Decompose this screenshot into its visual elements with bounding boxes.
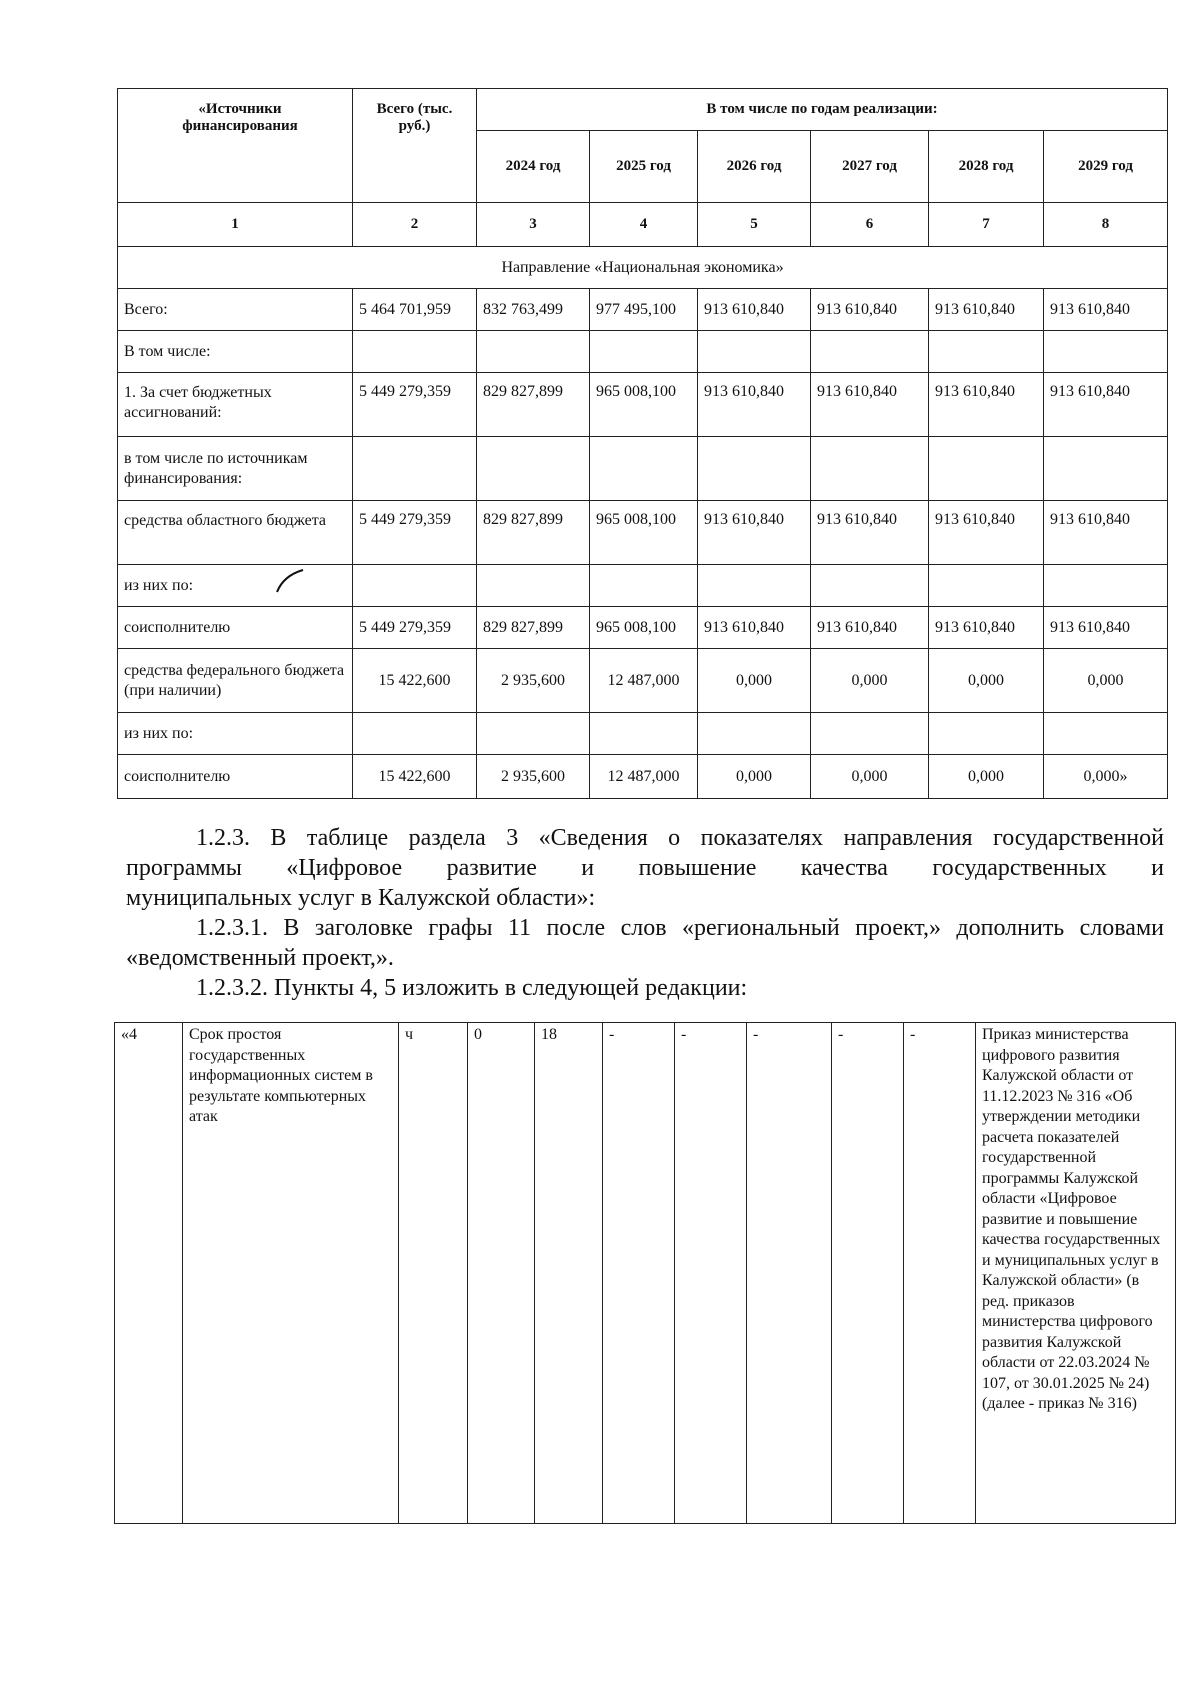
- header-year-2027: 2027 год: [811, 131, 929, 203]
- row-value: [811, 437, 929, 501]
- indicator-dash: -: [904, 1023, 976, 1524]
- row-value: [477, 713, 590, 755]
- paragraph-2-line-2: «ведомственный проект,».: [126, 945, 394, 971]
- row-value: [929, 565, 1044, 607]
- row-value: 829 827,899: [477, 501, 590, 565]
- row-label: В том числе:: [118, 331, 353, 373]
- row-label: соисполнителю: [118, 607, 353, 649]
- row-value: 913 610,840: [1044, 373, 1168, 437]
- row-value: 965 008,100: [590, 501, 698, 565]
- row-value: 913 610,840: [698, 289, 811, 331]
- col-number: 3: [477, 203, 590, 247]
- row-value: [929, 437, 1044, 501]
- indicator-dash: -: [747, 1023, 832, 1524]
- indicator-dash: -: [603, 1023, 675, 1524]
- row-value: [698, 437, 811, 501]
- row-label: в том числе по источникам финансирования:: [118, 437, 353, 501]
- row-total: [353, 565, 477, 607]
- row-total: [353, 713, 477, 755]
- row-value: [1044, 331, 1168, 373]
- row-value: 913 610,840: [929, 373, 1044, 437]
- row-value: 0,000: [811, 649, 929, 713]
- row-label: средства федерального бюджета (при наличии): [118, 649, 353, 713]
- paragraph-1-line-1: 1.2.3. В таблице раздела 3 «Сведения о показателях направления государственной: [196, 825, 1164, 851]
- row-value: 913 610,840: [811, 373, 929, 437]
- row-value: [698, 565, 811, 607]
- table-row: [118, 289, 1168, 331]
- row-value: 913 610,840: [929, 501, 1044, 565]
- row-value: [929, 331, 1044, 373]
- row-total: [353, 331, 477, 373]
- row-value: [811, 713, 929, 755]
- row-value: 0,000: [698, 649, 811, 713]
- row-value: 913 610,840: [698, 501, 811, 565]
- indicator-unit: ч: [399, 1023, 468, 1524]
- row-value: [477, 331, 590, 373]
- row-value: 913 610,840: [811, 607, 929, 649]
- header-year-2026: 2026 год: [698, 131, 811, 203]
- row-total: 15 422,600: [353, 649, 477, 713]
- table-row: [118, 331, 1168, 373]
- table-row: [118, 755, 1168, 799]
- indicator-dash: -: [675, 1023, 747, 1524]
- row-value: [698, 713, 811, 755]
- col-number: 8: [1044, 203, 1168, 247]
- row-total: 5 449 279,359: [353, 373, 477, 437]
- indicators-table: [114, 1022, 1176, 1524]
- row-total: [353, 437, 477, 501]
- col-number: 1: [118, 203, 353, 247]
- row-value: 965 008,100: [590, 373, 698, 437]
- row-value: 0,000: [1044, 649, 1168, 713]
- row-value: 829 827,899: [477, 373, 590, 437]
- row-value: 2 935,600: [477, 755, 590, 799]
- row-value: [1044, 713, 1168, 755]
- row-value: [477, 437, 590, 501]
- row-value: 913 610,840: [929, 607, 1044, 649]
- row-value: [590, 713, 698, 755]
- row-value: 2 935,600: [477, 649, 590, 713]
- row-value: 913 610,840: [1044, 289, 1168, 331]
- row-value: [929, 713, 1044, 755]
- row-value: 0,000: [698, 755, 811, 799]
- row-value: [1044, 565, 1168, 607]
- row-value: [590, 331, 698, 373]
- paragraph-1-line-3: муниципальных услуг в Калужской области»:: [126, 885, 596, 911]
- row-value: [590, 437, 698, 501]
- indicator-document: Приказ министерства цифрового развития Калужской области от 11.12.2023 № 316 «Об утверждении методики расчета показателей государственной программы Калужской области «Цифровое развитие и повышение качества государственных и муниципальных услуг в Калужской области» (в ред. приказов министерства цифрового развития Калужской области от 22.03.2024 № 107, от 30.01.2025 № 24) (далее - приказ № 316): [976, 1023, 1176, 1524]
- row-value: [811, 331, 929, 373]
- row-total: 5 449 279,359: [353, 501, 477, 565]
- row-value: 12 487,000: [590, 755, 698, 799]
- row-label: соисполнителю: [118, 755, 353, 799]
- row-value: 913 610,840: [811, 289, 929, 331]
- paragraph-2-line-1: 1.2.3.1. В заголовке графы 11 после слов «региональный проект,» дополнить словами: [196, 915, 1164, 941]
- row-value: 965 008,100: [590, 607, 698, 649]
- row-total: 5 464 701,959: [353, 289, 477, 331]
- row-value: 913 610,840: [811, 501, 929, 565]
- row-label: средства областного бюджета: [118, 501, 353, 565]
- row-value: [477, 565, 590, 607]
- row-value: 829 827,899: [477, 607, 590, 649]
- indicator-base-value: 0: [468, 1023, 535, 1524]
- col-number: 4: [590, 203, 698, 247]
- indicator-value: 18: [535, 1023, 603, 1524]
- row-value: 913 610,840: [1044, 607, 1168, 649]
- section-title: Направление «Национальная экономика»: [118, 247, 1168, 289]
- row-value: [590, 565, 698, 607]
- handwritten-tick-icon: [275, 568, 305, 594]
- row-label: из них по:: [118, 713, 353, 755]
- indicator-row: [115, 1023, 1176, 1524]
- indicator-name: Срок простоя государственных информационных систем в результате компьютерных атак: [183, 1023, 399, 1524]
- row-value: 913 610,840: [698, 373, 811, 437]
- table-row: [118, 713, 1168, 755]
- row-label: Всего:: [118, 289, 353, 331]
- row-value: 832 763,499: [477, 289, 590, 331]
- row-value: 913 610,840: [929, 289, 1044, 331]
- paragraph-3: 1.2.3.2. Пункты 4, 5 изложить в следующей редакции:: [196, 975, 748, 1001]
- header-year-2024: 2024 год: [477, 131, 590, 203]
- header-year-2028: 2028 год: [929, 131, 1044, 203]
- table-row: [118, 607, 1168, 649]
- financing-table: [117, 88, 1168, 799]
- header-year-2029: 2029 год: [1044, 131, 1168, 203]
- column-number-row: [118, 203, 1168, 247]
- row-value: [698, 331, 811, 373]
- col-number: 7: [929, 203, 1044, 247]
- header-sources: «Источники финансирования: [118, 89, 353, 203]
- row-value: 12 487,000: [590, 649, 698, 713]
- row-value: 913 610,840: [698, 607, 811, 649]
- row-value: [811, 565, 929, 607]
- col-number: 2: [353, 203, 477, 247]
- header-by-years: В том числе по годам реализации:: [477, 89, 1168, 131]
- row-value: 913 610,840: [1044, 501, 1168, 565]
- paragraph-1-line-2: программы «Цифровое развитие и повышение качества государственных и: [126, 855, 1164, 881]
- table-row: [118, 501, 1168, 565]
- indicator-dash: -: [832, 1023, 904, 1524]
- row-value: 0,000»: [1044, 755, 1168, 799]
- row-total: 5 449 279,359: [353, 607, 477, 649]
- row-value: 0,000: [929, 649, 1044, 713]
- col-number: 5: [698, 203, 811, 247]
- col-number: 6: [811, 203, 929, 247]
- table-row: [118, 649, 1168, 713]
- row-label: 1. За счет бюджетных ассигнований:: [118, 373, 353, 437]
- header-total: Всего (тыс. руб.): [353, 89, 477, 203]
- row-value: 0,000: [811, 755, 929, 799]
- row-total: 15 422,600: [353, 755, 477, 799]
- table-row: [118, 373, 1168, 437]
- row-label: из них по:: [118, 565, 353, 607]
- row-value: 0,000: [929, 755, 1044, 799]
- table-row: [118, 437, 1168, 501]
- header-year-2025: 2025 год: [590, 131, 698, 203]
- row-value: 977 495,100: [590, 289, 698, 331]
- row-value: [1044, 437, 1168, 501]
- indicator-number: «4: [115, 1023, 183, 1524]
